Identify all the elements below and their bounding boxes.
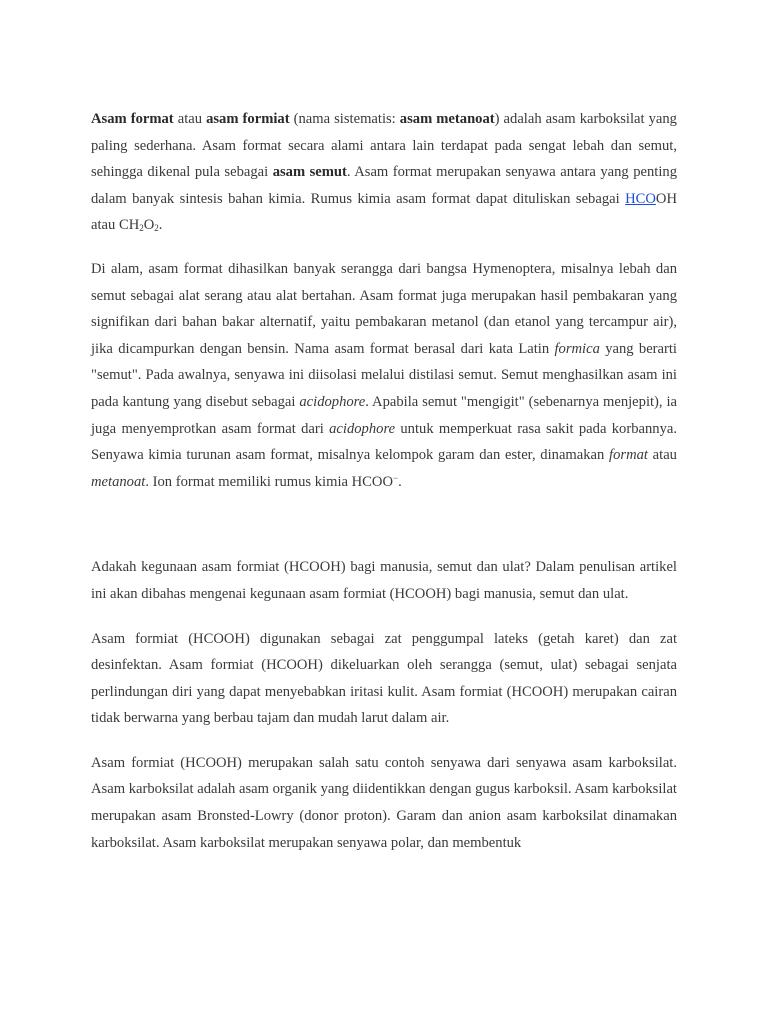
term-asam-semut: asam semut xyxy=(272,164,347,181)
hco-link[interactable]: HCO xyxy=(625,190,656,207)
term-asam-format: Asam format xyxy=(91,111,174,127)
term-formica: formica xyxy=(554,340,600,357)
term-asam-metanoat: asam metanoat xyxy=(399,111,495,127)
paragraph-uses: Asam formiat (HCOOH) digunakan sebagai zat penggumpal lateks (getah karet) dan zat desinfektan. Asam formiat (HCOOH) dikeluarkan oleh serangga (semut, ulat) sebagai senjata perlindungan diri yang dapat menyebabkan iritasi kulit. Asam formiat (HCOOH) merupakan cairan tidak berwarna yang berbau tajam dan mudah larut dalam air. xyxy=(91,630,677,727)
term-acidophore: acidophore xyxy=(329,420,396,437)
document-page xyxy=(91,106,677,856)
section-spacer xyxy=(91,495,677,554)
paragraph-intro: Asam format atau asam formiat (nama sistematis: asam metanoat) adalah asam karboksilat yang paling sederhana. Asam format secara alami antara lain terdapat pada sengat lebah dan semut, sehingga dikenal pula sebagai asam semut. Asam format merupakan senyawa antara yang penting dalam banyak sintesis bahan kimia. Rumus kimia asam format dapat dituliskan sebagai HCOOH atau $CH_2O_2$. xyxy=(91,111,677,234)
term-acidophore: acidophore xyxy=(299,393,366,410)
term-format: format xyxy=(609,447,648,464)
term-metanoat: metanoat xyxy=(91,473,146,490)
paragraph-carboxylic: Asam formiat (HCOOH) merupakan salah satu contoh senyawa dari senyawa asam karboksilat. Asam karboksilat adalah asam organik yang diidentikkan dengan gugus karboksil. Asam karboksilat merupakan asam Bronsted-Lowry (donor proton). Garam dan anion asam karboksilat dinamakan karboksilat. Asam karboksilat merupakan senyawa polar, dan membentuk xyxy=(91,754,677,851)
term-asam-formiat: asam formiat xyxy=(206,111,290,127)
paragraph-question: Adakah kegunaan asam formiat (HCOOH) bagi manusia, semut dan ulat? Dalam penulisan artikel ini akan dibahas mengenai kegunaan asam formiat (HCOOH) bagi manusia, semut dan ulat. xyxy=(91,559,677,602)
paragraph-origin: Di alam, asam format dihasilkan banyak serangga dari bangsa Hymenoptera, misalnya lebah dan semut sebagai alat serang atau alat bertahan. Asam format juga merupakan hasil pembakaran yang signifikan dari bahan bakar alternatif, yaitu pembakaran metanol (dan etanol yang tercampur air), jika dicampurkan dengan bensin. Nama asam format berasal dari kata Latin formica yang berarti "semut". Pada awalnya, senyawa ini diisolasi melalui distilasi semut. Semut menghasilkan asam ini pada kantung yang disebut sebagai acidophore. Apabila semut "mengigit" (sebenarnya menjepit), ia juga menyemprotkan asam format dari acidophore untuk memperkuat rasa sakit pada korbannya. Senyawa kimia turunan asam format, misalnya kelompok garam dan ester, dinamakan format atau metanoat. Ion format memiliki rumus kimia HCOO−. xyxy=(91,260,677,490)
